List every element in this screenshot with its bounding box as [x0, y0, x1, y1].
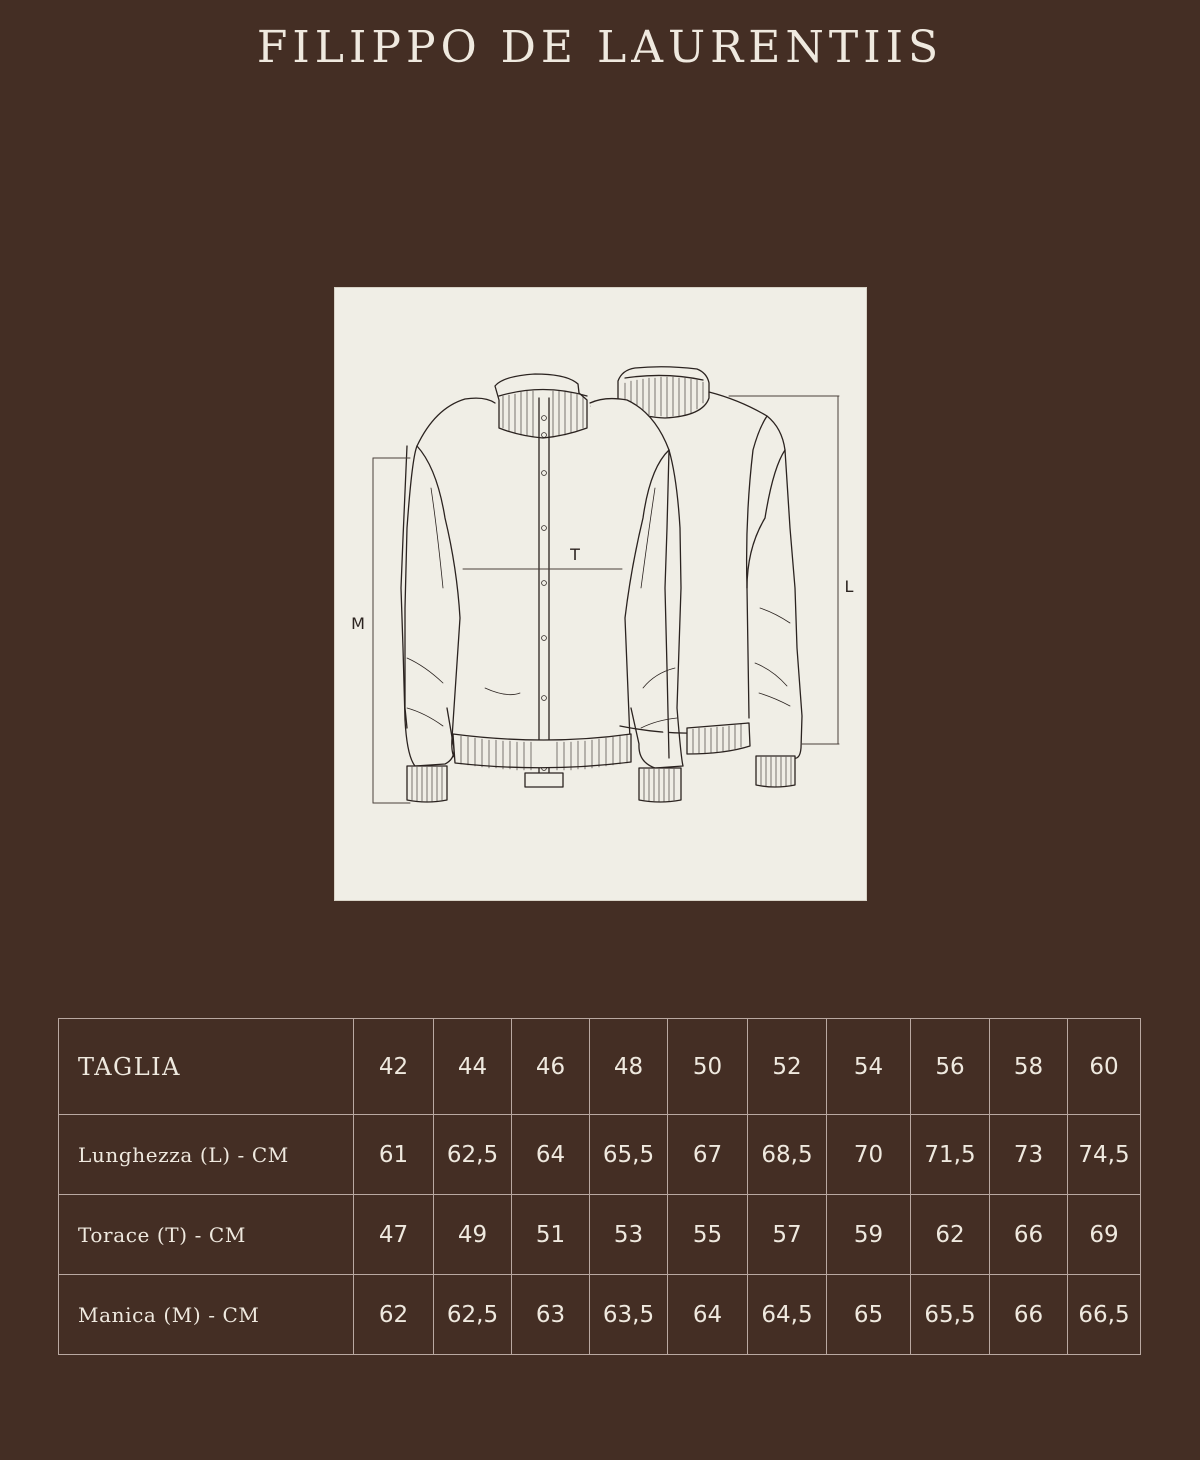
size-50: 50: [668, 1019, 748, 1115]
table-cell: 57: [748, 1195, 827, 1275]
table-cell: 59: [827, 1195, 911, 1275]
length-row: [59, 1115, 1141, 1195]
table-cell: 66: [990, 1195, 1068, 1275]
table-cell: 66,5: [1068, 1275, 1141, 1355]
size-header-row: [59, 1019, 1141, 1115]
table-cell: 62: [911, 1195, 990, 1275]
size-60: 60: [1068, 1019, 1141, 1115]
table-cell: 65: [827, 1275, 911, 1355]
size-54: 54: [827, 1019, 911, 1115]
table-cell: 61: [354, 1115, 434, 1195]
table-cell: 62: [354, 1275, 434, 1355]
size-58: 58: [990, 1019, 1068, 1115]
size-48: 48: [590, 1019, 668, 1115]
size-header-label: TAGLIA: [59, 1019, 354, 1115]
bomber-jacket-drawing: [335, 288, 868, 902]
table-cell: 49: [434, 1195, 512, 1275]
length-row-label: Lunghezza (L) - CM: [59, 1115, 354, 1195]
table-cell: 62,5: [434, 1275, 512, 1355]
length-label: L: [844, 577, 854, 596]
table-cell: 64: [512, 1115, 590, 1195]
size-44: 44: [434, 1019, 512, 1115]
table-cell: 51: [512, 1195, 590, 1275]
table-cell: 64: [668, 1275, 748, 1355]
table-cell: 62,5: [434, 1115, 512, 1195]
sleeve-row: [59, 1275, 1141, 1355]
table-cell: 74,5: [1068, 1115, 1141, 1195]
jacket-front-view: [373, 374, 683, 803]
table-cell: 63,5: [590, 1275, 668, 1355]
size-56: 56: [911, 1019, 990, 1115]
sleeve-label: M: [351, 614, 365, 633]
table-cell: 47: [354, 1195, 434, 1275]
chest-row: [59, 1195, 1141, 1275]
table-cell: 70: [827, 1115, 911, 1195]
table-cell: 66: [990, 1275, 1068, 1355]
table-cell: 73: [990, 1115, 1068, 1195]
table-cell: 68,5: [748, 1115, 827, 1195]
brand-title: FILIPPO DE LAURENTIIS: [256, 22, 944, 73]
table-cell: 65,5: [911, 1275, 990, 1355]
chest-row-label: Torace (T) - CM: [59, 1195, 354, 1275]
size-chart-table: [58, 1018, 1141, 1355]
sleeve-row-label: Manica (M) - CM: [59, 1275, 354, 1355]
table-cell: 55: [668, 1195, 748, 1275]
garment-illustration-panel: [334, 287, 867, 901]
table-cell: 64,5: [748, 1275, 827, 1355]
table-cell: 53: [590, 1195, 668, 1275]
size-52: 52: [748, 1019, 827, 1115]
size-42: 42: [354, 1019, 434, 1115]
table-cell: 69: [1068, 1195, 1141, 1275]
table-cell: 63: [512, 1275, 590, 1355]
table-cell: 67: [668, 1115, 748, 1195]
table-cell: 71,5: [911, 1115, 990, 1195]
size-46: 46: [512, 1019, 590, 1115]
table-cell: 65,5: [590, 1115, 668, 1195]
chest-label: T: [570, 545, 580, 564]
